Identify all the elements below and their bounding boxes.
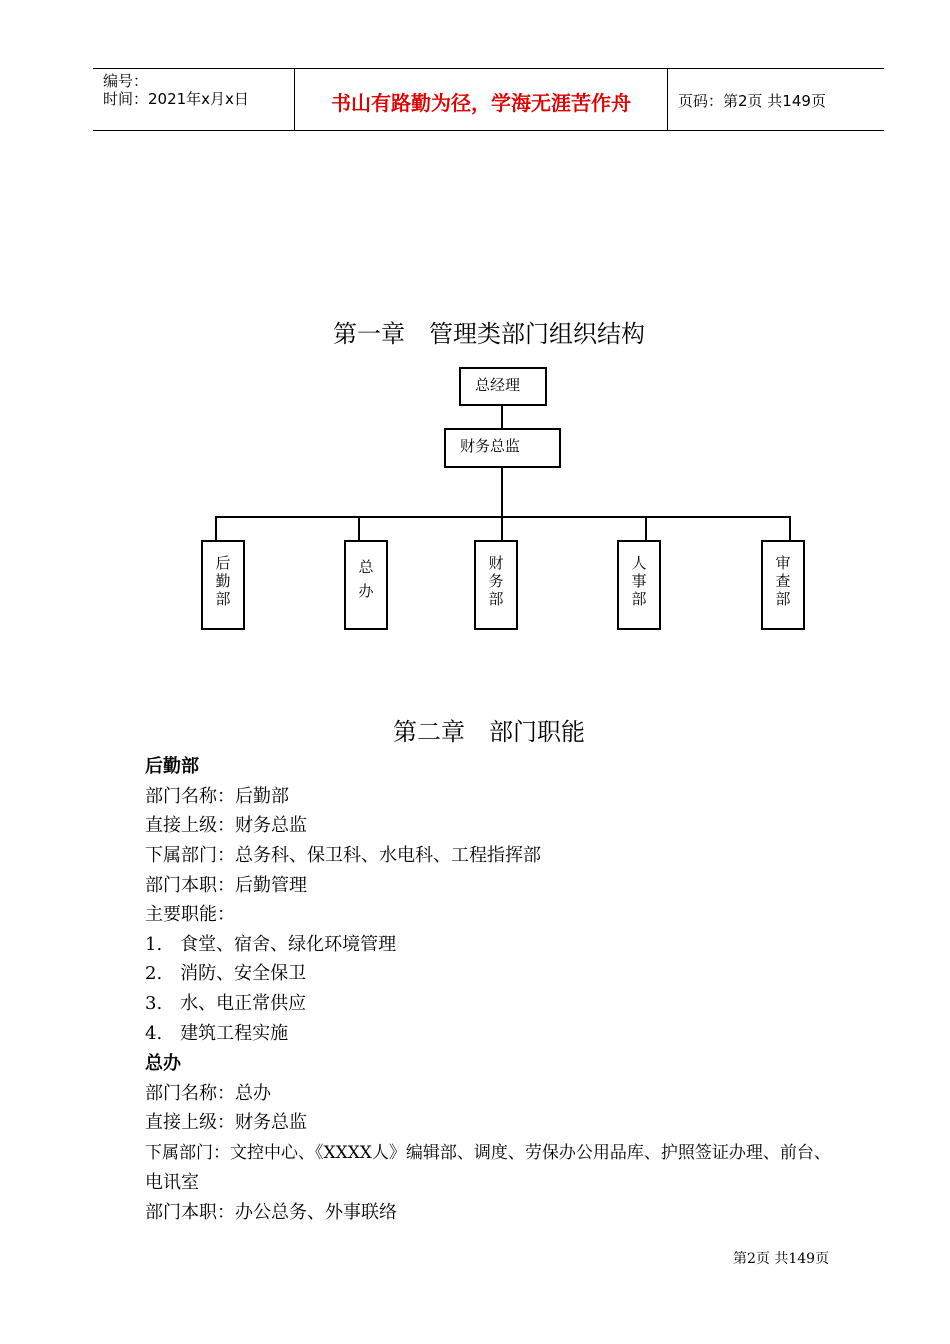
text-line: 主要职能： (145, 904, 235, 925)
chapter-1-title: 第一章 管理类部门组织结构 (333, 320, 645, 348)
org-char: 部 (488, 590, 504, 608)
text-line: 部门名称：总办 (145, 1083, 271, 1104)
list-item: 2. 消防、安全保卫 (145, 963, 307, 984)
section-heading-general-office: 总办 (145, 1053, 181, 1074)
org-node-logistics (201, 540, 245, 630)
org-node-finance (474, 540, 518, 630)
org-char: 部 (775, 590, 791, 608)
text-line: 部门本职：办公总务、外事联络 (145, 1202, 397, 1223)
header-page-cell (668, 69, 884, 130)
header-motto: 书山有路勤为径，学海无涯苦作舟 (331, 91, 631, 115)
org-char: 总 (358, 558, 374, 576)
org-char: 财 (488, 554, 504, 572)
header-number: 编号： (103, 72, 149, 90)
org-connector (645, 516, 647, 540)
page-footer: 第2页 共149页 (733, 1251, 830, 1267)
org-char: 人 (631, 554, 647, 572)
org-char: 部 (215, 590, 231, 608)
text-line: 电讯室 (145, 1172, 199, 1193)
org-connector (215, 516, 217, 540)
header-page-number: 页码：第2页 共149页 (678, 92, 826, 110)
org-char: 查 (775, 572, 791, 590)
org-connector (501, 406, 503, 428)
text-line: 直接上级：财务总监 (145, 1112, 307, 1133)
org-char: 审 (775, 554, 791, 572)
org-connector (789, 516, 791, 540)
list-item: 1. 食堂、宿舍、绿化环境管理 (145, 934, 397, 955)
text-line: 直接上级：财务总监 (145, 815, 307, 836)
org-char: 务 (488, 572, 504, 590)
list-item: 3. 水、电正常供应 (145, 993, 307, 1014)
org-char: 部 (631, 590, 647, 608)
list-item: 4. 建筑工程实施 (145, 1023, 289, 1044)
org-connector (501, 516, 503, 540)
text-line: 部门名称：后勤部 (145, 786, 289, 807)
org-connector (358, 516, 360, 540)
org-connector-horizontal (215, 516, 791, 518)
org-char: 后 (215, 554, 231, 572)
header-info-cell (93, 69, 295, 130)
text-line: 下属部门：文控中心、《XXXX人》编辑部、调度、劳保办公用品库、护照签证办理、前台、 (145, 1143, 831, 1163)
text-line: 部门本职：后勤管理 (145, 875, 307, 896)
org-node-general-manager: 总经理 (459, 367, 547, 406)
org-connector (501, 468, 503, 518)
org-char: 事 (631, 572, 647, 590)
section-heading-logistics: 后勤部 (145, 756, 199, 777)
org-char: 勤 (215, 572, 231, 590)
header-time: 时间：2021年x月x日 (103, 90, 249, 108)
org-node-audit (761, 540, 805, 630)
org-char: 办 (358, 582, 374, 600)
org-node-general-office (344, 540, 388, 630)
header-motto-cell (295, 69, 668, 130)
org-node-finance-director: 财务总监 (444, 428, 561, 468)
chapter-2-title: 第二章 部门职能 (393, 718, 585, 746)
org-node-hr (617, 540, 661, 630)
page-header (93, 68, 884, 131)
text-line: 下属部门：总务科、保卫科、水电科、工程指挥部 (145, 845, 541, 866)
